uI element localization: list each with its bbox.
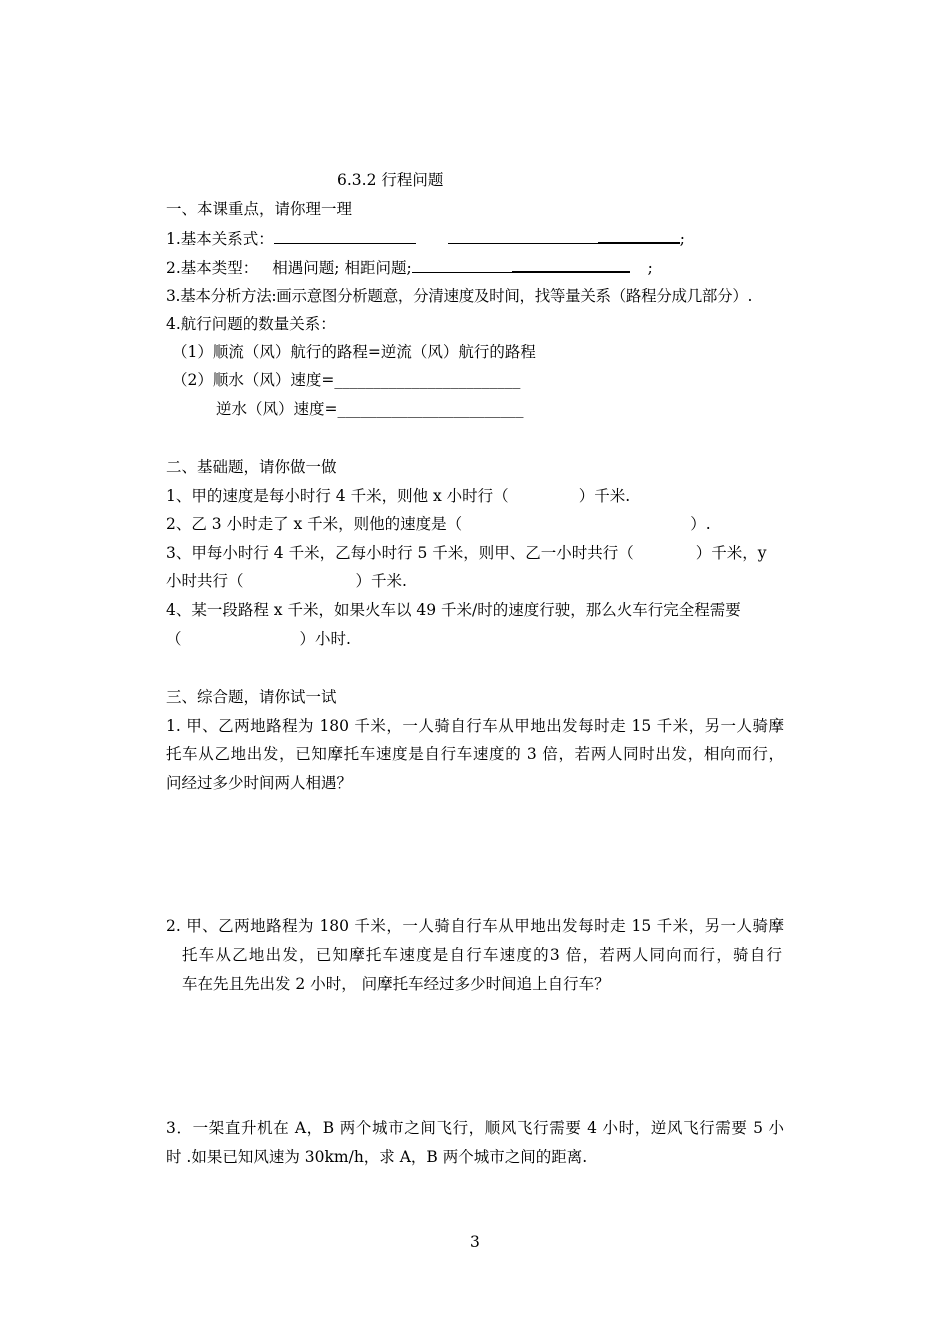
question-4-end: ）小时. xyxy=(299,630,351,648)
basic-types-line xyxy=(166,257,653,278)
question-1-end: ）千米. xyxy=(578,487,631,505)
navigation-distance-relation: （1）顺流（风）航行的路程=逆流（风）航行的路程 xyxy=(172,343,536,361)
question-3 xyxy=(166,543,767,563)
downstream-speed-line: （2）顺水（风）速度=________________________ xyxy=(172,371,521,389)
question-2-text: 2、乙 3 小时走了 x 千米，则他的速度是（ xyxy=(166,515,463,533)
basic-relation-label: 1.基本关系式： xyxy=(166,230,274,248)
problem-3-line-1: 3．一架直升机在 A，B 两个城市之间飞行，顺风飞行需要 4 小时，逆风飞行需要 5 小 xyxy=(166,1119,784,1137)
question-3-continued xyxy=(166,571,407,591)
answer-blank[interactable] xyxy=(274,229,416,244)
basic-relation-line xyxy=(166,228,685,249)
question-3-text: 3、甲每小时行 4 千米，乙每小时行 5 千米，则甲、乙一小时共行（ xyxy=(166,544,634,562)
semicolon: ; xyxy=(647,259,653,277)
basic-types-list: 相遇问题; 相距问题; xyxy=(272,259,412,277)
question-4: 4、某一段路程 x 千米，如果火车以 49 千米/时的速度行驶，那么火车行完全程需要 xyxy=(166,601,741,619)
answer-blank[interactable] xyxy=(598,228,680,244)
question-1 xyxy=(166,486,630,506)
page-number: 3 xyxy=(470,1233,480,1251)
question-4-open: （ xyxy=(166,630,182,648)
question-1-text: 1、甲的速度是每小时行 4 千米，则他 x 小时行（ xyxy=(166,487,509,505)
problem-1-line-1: 1. 甲、乙两地路程为 180 千米，一人骑自行车从甲地出发每时走 15 千米，另一人骑摩 xyxy=(166,717,784,735)
question-4-continued xyxy=(166,629,351,649)
problem-2-line-2: 托车从乙地出发，已知摩托车速度是自行车速度的3 倍，若两人同向而行，骑自行 xyxy=(182,946,782,964)
question-3-end: ）千米. xyxy=(355,572,407,590)
answer-blank[interactable] xyxy=(412,258,512,273)
question-2 xyxy=(166,514,711,534)
upstream-speed-line: 逆水（风）速度=________________________ xyxy=(216,400,524,418)
problem-2-line-1: 2. 甲、乙两地路程为 180 千米，一人骑自行车从甲地出发每时走 15 千米，另一人骑摩 xyxy=(166,917,784,935)
question-2-end: ）. xyxy=(690,515,711,533)
semicolon: ; xyxy=(679,230,686,248)
problem-2-line-3: 车在先且先出发 2 小时， 问摩托车经过多少时间追上自行车？ xyxy=(182,975,610,993)
problem-1-line-3: 问经过多少时间两人相遇？ xyxy=(166,774,353,792)
navigation-relation-heading: 4.航行问题的数量关系： xyxy=(166,315,336,333)
answer-blank[interactable] xyxy=(448,229,598,244)
page-title: 6.3.2 行程问题 xyxy=(337,171,444,189)
basic-types-label: 2.基本类型： xyxy=(166,259,259,277)
section-1-heading: 一、本课重点，请你理一理 xyxy=(166,200,353,218)
question-3-text-2: 小时共行（ xyxy=(166,572,244,590)
section-2-heading: 二、基础题，请你做一做 xyxy=(166,458,337,476)
question-3-mid: ）千米，y xyxy=(695,544,767,562)
problem-1-line-2: 托车从乙地出发，已知摩托车速度是自行车速度的 3 倍，若两人同时出发，相向而行， xyxy=(166,745,784,763)
section-3-heading: 三、综合题，请你试一试 xyxy=(166,688,337,706)
problem-3-line-2: 时 .如果已知风速为 30km/h，求 A，B 两个城市之间的距离. xyxy=(166,1148,588,1166)
answer-blank[interactable] xyxy=(512,257,630,273)
analysis-method: 3.基本分析方法:画示意图分析题意，分清速度及时间，找等量关系（路程分成几部分）. xyxy=(166,287,753,305)
